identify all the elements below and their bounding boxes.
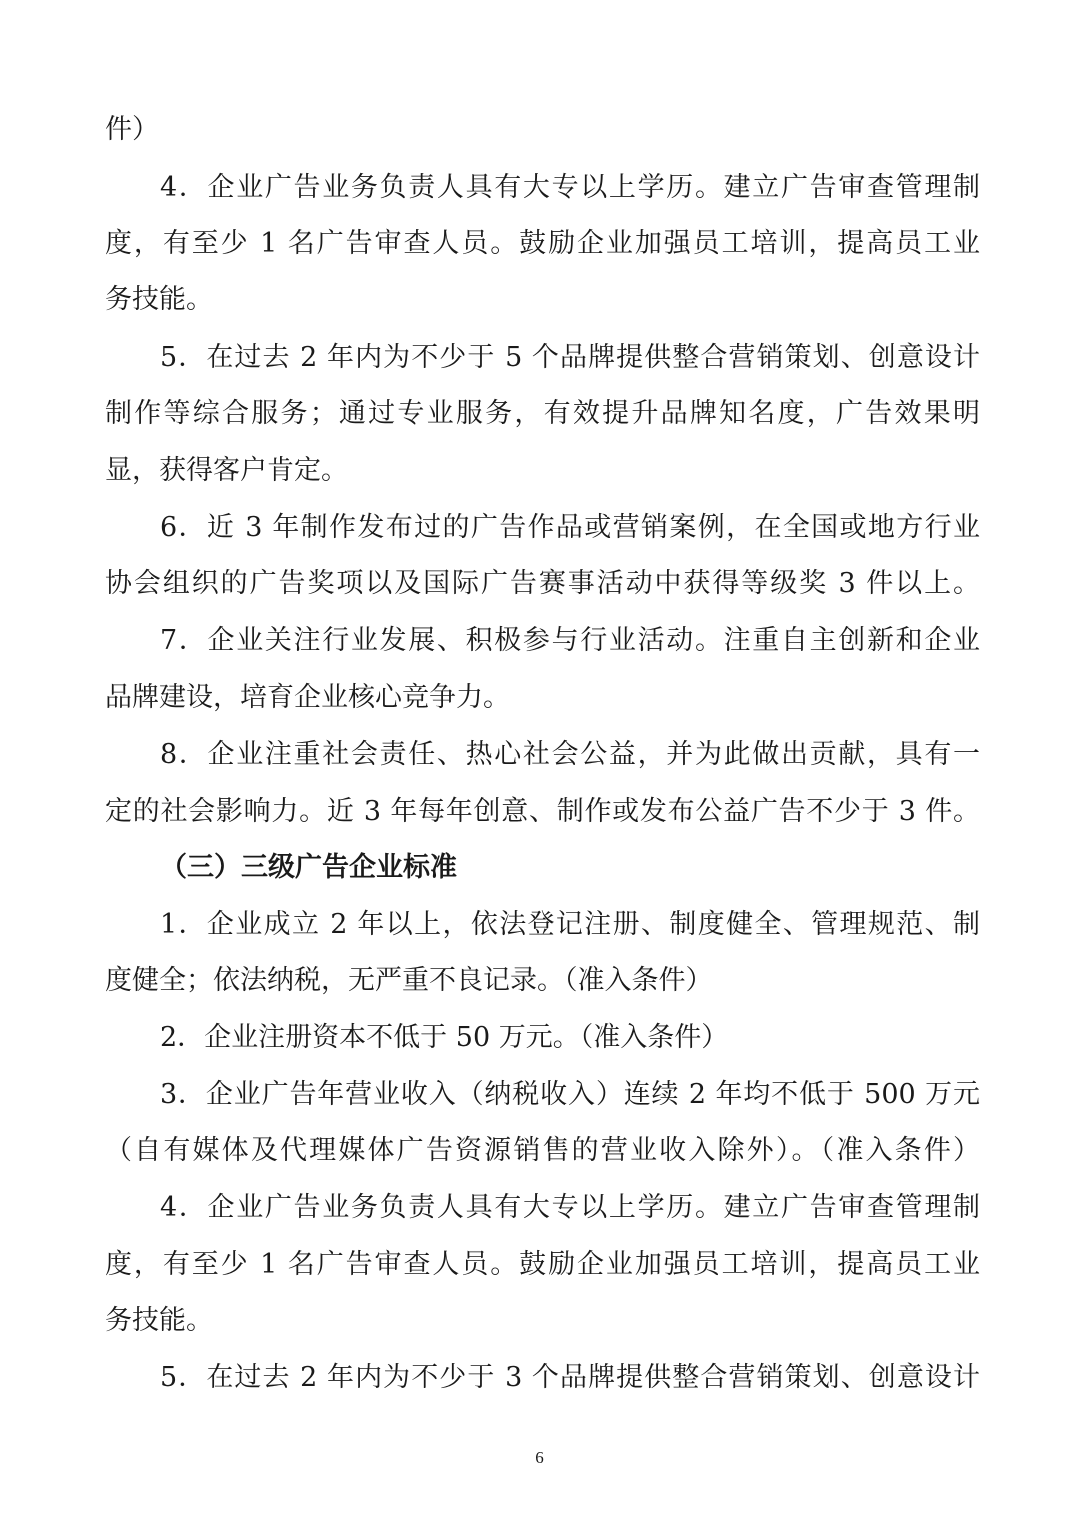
text-line: 品牌建设，培育企业核心竞争力。 [105,682,510,713]
text-line: 件） [105,114,159,145]
text-line: 定的社会影响力。近 3 年每年创意、制作或发布公益广告不少于 3 件。 [105,796,980,827]
section-heading: （三）三级广告企业标准 [160,852,457,883]
text-line: 度，有至少 1 名广告审查人员。鼓励企业加强员工培训，提高员工业 [105,228,980,259]
text-line: 6．近 3 年制作发布过的广告作品或营销案例，在全国或地方行业 [160,512,980,543]
text-line: 度，有至少 1 名广告审查人员。鼓励企业加强员工培训，提高员工业 [105,1249,980,1280]
text-line: 5．在过去 2 年内为不少于 3 个品牌提供整合营销策划、创意设计 [160,1362,980,1393]
text-line: 4．企业广告业务负责人具有大专以上学历。建立广告审查管理制 [160,172,980,203]
page-number: 6 [535,1448,544,1467]
text-line: 4．企业广告业务负责人具有大专以上学历。建立广告审查管理制 [160,1192,980,1223]
text-line: 务技能。 [105,1305,213,1336]
text-line: 2．企业注册资本不低于 50 万元。（准入条件） [160,1022,729,1053]
text-line: 1．企业成立 2 年以上，依法登记注册、制度健全、管理规范、制 [160,909,980,940]
text-line: 7．企业关注行业发展、积极参与行业活动。注重自主创新和企业 [160,625,980,656]
text-line: （自有媒体及代理媒体广告资源销售的营业收入除外）。（准入条件） [105,1135,980,1166]
text-line: 3．企业广告年营业收入（纳税收入）连续 2 年均不低于 500 万元 [160,1079,980,1110]
text-line: 度健全；依法纳税，无严重不良记录。（准入条件） [105,965,713,996]
text-line: 5．在过去 2 年内为不少于 5 个品牌提供整合营销策划、创意设计 [160,342,980,373]
text-line: 8．企业注重社会责任、热心社会公益，并为此做出贡献，具有一 [160,739,980,770]
text-line: 显，获得客户肯定。 [105,455,348,486]
text-line: 制作等综合服务；通过专业服务，有效提升品牌知名度，广告效果明 [105,398,980,429]
text-line: 协会组织的广告奖项以及国际广告赛事活动中获得等级奖 3 件以上。 [105,568,980,599]
text-line: 务技能。 [105,284,213,315]
